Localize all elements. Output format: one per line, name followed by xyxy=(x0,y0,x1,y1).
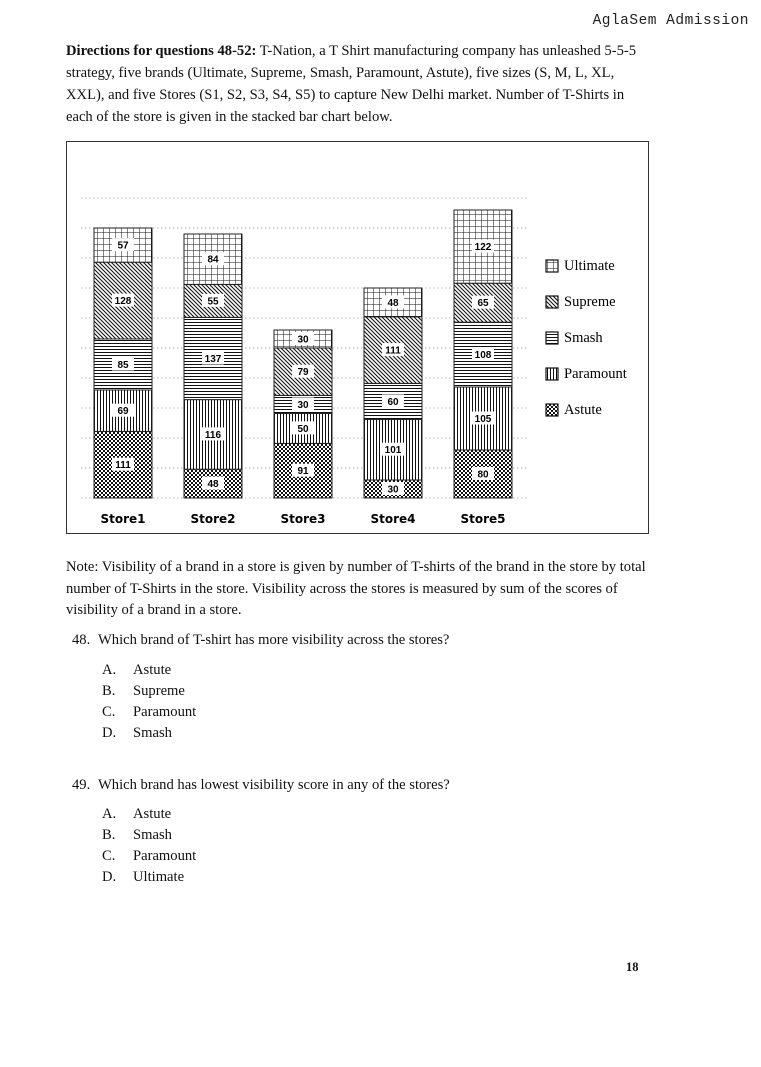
option-text: Paramount xyxy=(133,704,197,720)
option-text: Supreme xyxy=(133,683,185,699)
option-letter: B. xyxy=(102,683,116,699)
chart-category-label: Store5 xyxy=(460,512,506,526)
option-item xyxy=(102,804,196,825)
legend-swatch xyxy=(546,332,558,344)
legend-swatch xyxy=(546,368,558,380)
option-text: Astute xyxy=(133,806,172,822)
option-item xyxy=(102,702,196,723)
option-letter: D. xyxy=(102,869,117,885)
page-number: 18 xyxy=(626,960,639,974)
directions-text: T-Nation, a T Shirt manufacturing company has unleashed 5-5-5 strategy, five brands (Ultimate, Supreme, Smash, Paramount, Astute), five sizes (S, M, L, XL, XXL), and five Stores (S1, S2, S3, S4, S5) to capture New Delhi market. Number of T-Shirts in each of the store is given in the stacked bar chart below. xyxy=(66,43,637,125)
directions-lead: Directions for questions 48-52: xyxy=(66,43,257,59)
chart-data-label: 85 xyxy=(117,360,129,371)
chart-data-label: 105 xyxy=(474,414,492,425)
chart-data-label: 30 xyxy=(297,334,309,346)
option-text: Astute xyxy=(133,662,172,678)
option-letter: D. xyxy=(102,725,117,741)
chart-data-label: 101 xyxy=(384,445,402,457)
question-49-text: Which brand has lowest visibility score in any of the stores? xyxy=(98,777,450,793)
question-48-text: Which brand of T-shirt has more visibility across the stores? xyxy=(98,632,450,648)
chart-data-label: 57 xyxy=(117,240,129,252)
question-48-options xyxy=(102,660,196,744)
chart-data-label: 116 xyxy=(204,429,222,441)
chart-data-label: 69 xyxy=(117,406,129,418)
option-item xyxy=(102,723,196,744)
option-text: Smash xyxy=(133,827,172,843)
chart-bars xyxy=(94,210,512,498)
option-letter: A. xyxy=(102,662,117,678)
directions-paragraph xyxy=(66,40,646,128)
chart-data-label: 55 xyxy=(207,296,219,308)
chart-legend xyxy=(546,258,627,418)
legend-label: Smash xyxy=(564,330,603,346)
chart-category-labels xyxy=(100,512,505,526)
chart-data-label: 91 xyxy=(297,466,309,478)
legend-label: Paramount xyxy=(564,366,627,382)
chart-data-label: 30 xyxy=(387,484,399,496)
option-letter: C. xyxy=(102,848,116,864)
chart-data-label: 80 xyxy=(477,469,489,481)
chart-data-label: 30 xyxy=(297,399,309,411)
question-48-number: 48. xyxy=(72,632,91,648)
chart-data-label: 65 xyxy=(477,298,489,310)
option-text: Ultimate xyxy=(133,869,185,885)
option-item xyxy=(102,825,196,846)
chart-data-label: 79 xyxy=(297,367,309,379)
option-text: Paramount xyxy=(133,848,197,864)
legend-swatch xyxy=(546,296,558,308)
option-text: Smash xyxy=(133,725,172,741)
option-item xyxy=(102,681,196,702)
option-letter: C. xyxy=(102,704,116,720)
chart-data-label: 48 xyxy=(207,479,219,491)
question-49-number: 49. xyxy=(72,777,91,793)
chart-data-label: 111 xyxy=(385,345,401,357)
legend-label: Supreme xyxy=(564,294,616,310)
chart-data-label: 84 xyxy=(207,254,219,266)
legend-swatch xyxy=(546,404,558,416)
legend-swatch xyxy=(546,260,558,272)
chart-canvas xyxy=(67,142,650,535)
option-letter: A. xyxy=(102,806,117,822)
chart-data-label: 60 xyxy=(387,396,399,408)
question-49-options xyxy=(102,804,196,888)
chart-data-label: 111 xyxy=(115,460,131,472)
option-item xyxy=(102,867,196,888)
option-letter: B. xyxy=(102,827,116,843)
watermark: AglaSem Admission xyxy=(592,13,749,29)
stacked-bar-chart xyxy=(66,141,649,534)
chart-data-label: 50 xyxy=(297,423,309,435)
chart-data-label: 137 xyxy=(204,354,222,365)
option-item xyxy=(102,846,196,867)
chart-data-label: 122 xyxy=(474,242,492,254)
question-49 xyxy=(72,777,450,794)
chart-data-label: 108 xyxy=(474,350,492,362)
legend-label: Astute xyxy=(564,402,602,418)
option-item xyxy=(102,660,196,681)
chart-category-label: Store3 xyxy=(280,512,326,526)
legend-label: Ultimate xyxy=(564,258,615,274)
chart-category-label: Store4 xyxy=(370,512,416,526)
chart-category-label: Store2 xyxy=(190,512,236,526)
chart-data-label: 128 xyxy=(114,296,132,308)
chart-data-label: 48 xyxy=(387,297,399,309)
note-paragraph: Note: Visibility of a brand in a store is given by number of T-shirts of the brand in the store by total number of T-Shirts in the store. Visibility across the stores is measured by sum of the scores of visibility of a brand in a store. xyxy=(66,559,646,618)
chart-category-label: Store1 xyxy=(100,512,146,526)
question-48 xyxy=(72,632,449,649)
